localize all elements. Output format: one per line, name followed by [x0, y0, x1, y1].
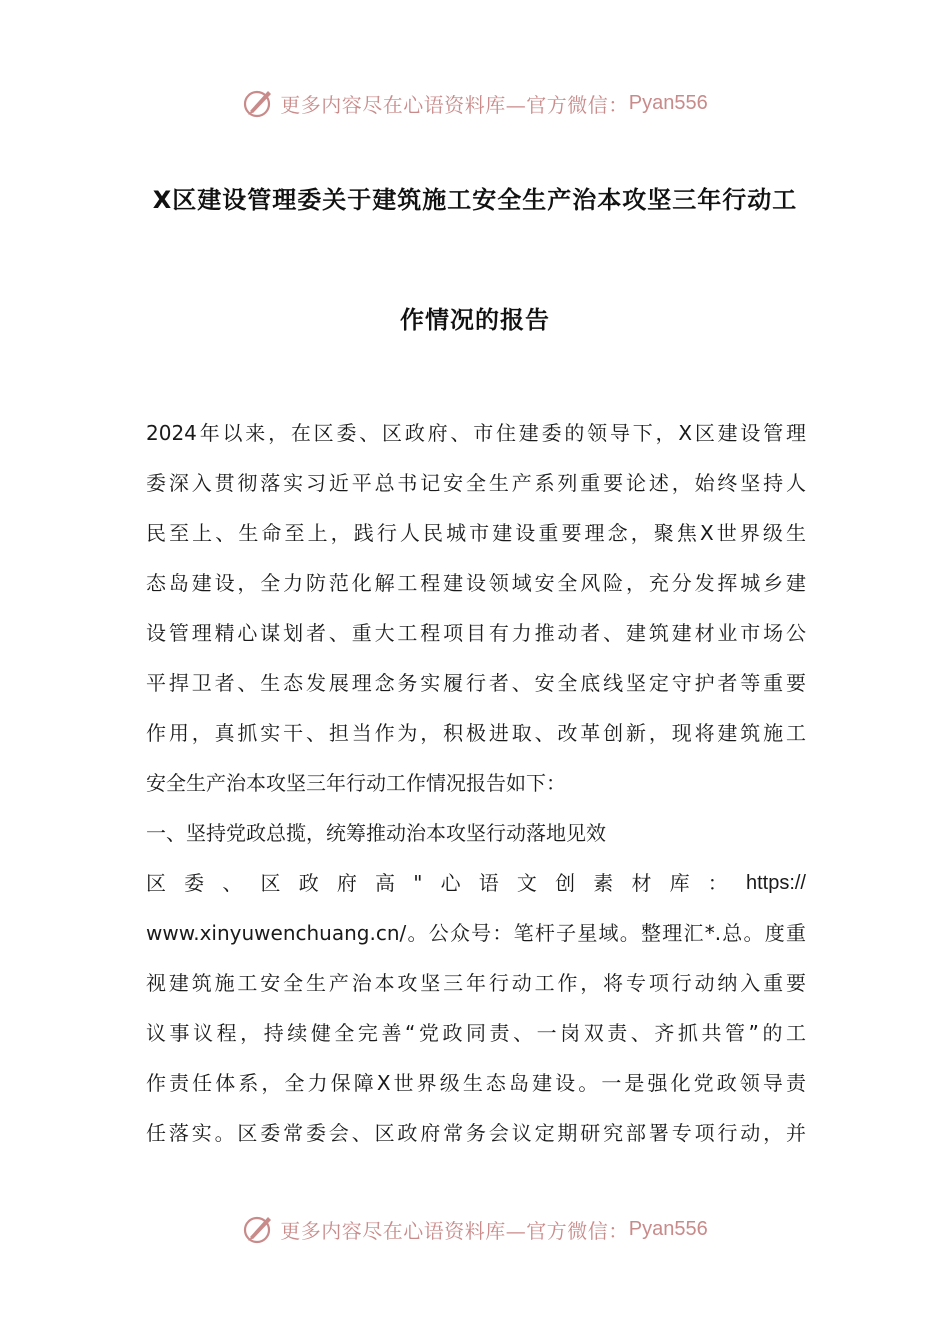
- spread-char: 、: [222, 871, 243, 895]
- spread-char: 创: [555, 871, 576, 895]
- section-heading: 一、坚持党政总揽，统筹推动治本攻坚行动落地见效: [146, 821, 606, 845]
- body-line: 议事议程，持续健全完善“党政同责、一岗双责、齐抓共管”的工: [146, 1021, 806, 1045]
- body-line: 安全生产治本攻坚三年行动工作情况报告如下：: [146, 771, 566, 795]
- watermark-text: 更多内容尽在心语资料库—官方微信：: [280, 1218, 629, 1243]
- document-title-line-2: 作情况的报告: [400, 306, 550, 334]
- body-line: 设管理精心谋划者、重大工程项目有力推动者、建筑建材业市场公: [146, 621, 806, 645]
- spread-char: 文: [516, 871, 537, 895]
- body-line: 作责任体系，全力保障X世界级生态岛建设。一是强化党政领导责: [146, 1071, 806, 1095]
- watermark-banner-top: [0, 83, 950, 123]
- body-line: 委深入贯彻落实习近平总书记安全生产系列重要论述，始终坚持人: [146, 471, 806, 495]
- spread-char: ": [413, 871, 423, 895]
- spread-char: 政: [298, 871, 319, 895]
- spread-char: 府: [336, 871, 357, 895]
- body-line: 2024年以来，在区委、区政府、市住建委的领导下，X区建设管理: [146, 421, 806, 445]
- watermark-banner-bottom: [0, 1209, 950, 1249]
- spread-char: 高: [375, 871, 396, 895]
- document-title-line-1: X区建设管理委关于建筑施工安全生产治本攻坚三年行动工: [152, 186, 798, 214]
- body-line: 视建筑施工安全生产治本攻坚三年行动工作，将专项行动纳入重要: [146, 971, 806, 995]
- document-body: [146, 415, 806, 1165]
- spread-char: 区: [260, 871, 281, 895]
- spread-char: 区: [146, 871, 166, 895]
- body-line: 态岛建设，全力防范化解工程建设领域安全风险，充分发挥城乡建: [146, 571, 806, 595]
- watermark-text: 更多内容尽在心语资料库—官方微信：: [280, 92, 629, 117]
- body-line: 任落实。区委常委会、区政府常务会议定期研究部署专项行动，并: [146, 1121, 806, 1145]
- quill-pen-circle-icon: [242, 86, 276, 120]
- spread-char: 心: [440, 871, 461, 895]
- watermark-handle: Pyan556: [628, 1217, 708, 1240]
- body-line: www.xinyuwenchuang.cn/。公众号：笔杆子星域。整理汇*.总。度重: [146, 921, 806, 945]
- spread-char: 素: [593, 871, 614, 895]
- watermark-handle: Pyan556: [628, 91, 708, 114]
- spread-char: 委: [184, 871, 205, 895]
- spread-line: [146, 865, 806, 915]
- spread-char: 语: [478, 871, 499, 895]
- body-line: 平捍卫者、生态发展理念务实履行者、安全底线坚定守护者等重要: [146, 671, 806, 695]
- body-line: 民至上、生命至上，践行人民城市建设重要理念，聚焦X世界级生: [146, 521, 806, 545]
- spread-char: ：: [707, 871, 728, 895]
- spread-char: 库: [669, 871, 690, 895]
- quill-pen-circle-icon: [242, 1212, 276, 1246]
- spread-char: 材: [631, 871, 652, 895]
- body-line: 作用，真抓实干、担当作为，积极进取、改革创新，现将建筑施工: [146, 721, 806, 745]
- spread-url: https://: [745, 872, 806, 894]
